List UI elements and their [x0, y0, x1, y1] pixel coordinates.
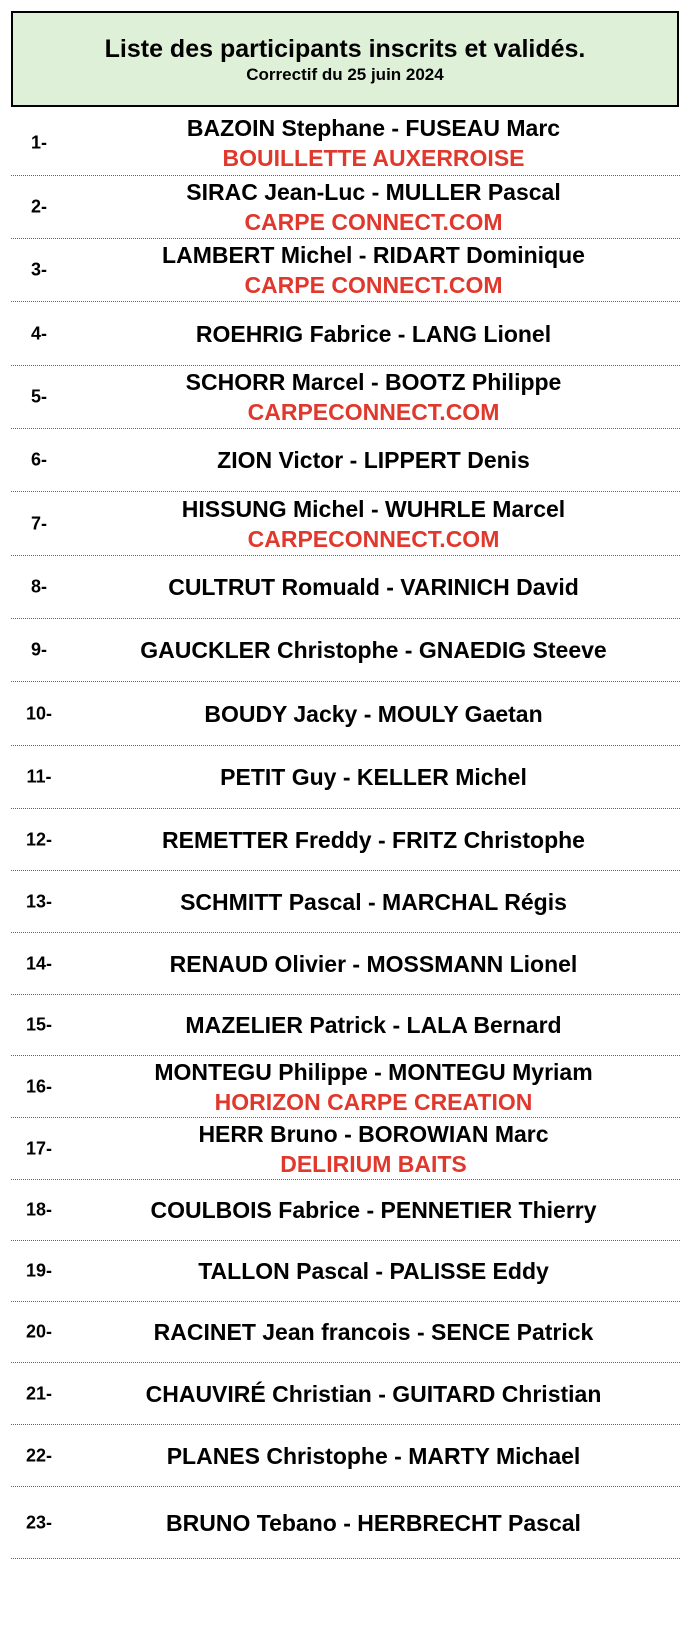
- participant-content: [67, 177, 680, 237]
- list-item: [11, 302, 680, 366]
- participant-number: 16-: [25, 1076, 52, 1096]
- participant-content: [67, 1195, 680, 1225]
- participant-names: BRUNO Tebano - HERBRECHT Pascal: [166, 1509, 581, 1536]
- participant-number: 14-: [25, 953, 52, 973]
- participant-content: [67, 825, 680, 855]
- participant-number: 11-: [26, 766, 52, 787]
- list-item: [11, 1363, 680, 1425]
- list-item: [11, 1302, 680, 1363]
- participant-content: [67, 1256, 680, 1286]
- participant-names: ROEHRIG Fabrice - LANG Lionel: [195, 320, 552, 347]
- participant-content: [67, 445, 680, 475]
- participant-names: PLANES Christophe - MARTY Michael: [166, 1442, 581, 1469]
- participant-content: [67, 1317, 680, 1347]
- participant-number: 6-: [30, 449, 47, 470]
- participant-content: [67, 113, 680, 173]
- participant-sponsor: DELIRIUM BAITS: [280, 1150, 467, 1177]
- participant-names: SIRAC Jean-Luc - MULLER Pascal: [186, 179, 561, 205]
- list-item: [11, 110, 680, 176]
- participant-names: COULBOIS Fabrice - PENNETIER Thierry: [150, 1197, 597, 1223]
- list-item: [11, 366, 680, 429]
- participant-content: [67, 494, 680, 554]
- list-item: [11, 1056, 680, 1118]
- participant-sponsor: CARPECONNECT.COM: [247, 399, 500, 425]
- list-item: [11, 1425, 680, 1487]
- participant-names: LAMBERT Michel - RIDART Dominique: [162, 242, 585, 268]
- header-box: [11, 11, 679, 107]
- list-item: [11, 1180, 680, 1241]
- participant-number: 8-: [30, 576, 47, 597]
- participant-content: [67, 1119, 680, 1179]
- participant-list: [11, 110, 680, 1559]
- participant-content: [67, 319, 680, 349]
- participant-names: ZION Victor - LIPPERT Denis: [217, 447, 530, 473]
- participant-names: CHAUVIRÉ Christian - GUITARD Christian: [145, 1380, 602, 1407]
- list-item: [11, 429, 680, 492]
- participant-names: SCHMITT Pascal - MARCHAL Régis: [180, 888, 567, 915]
- participant-content: [67, 762, 680, 792]
- participant-content: [67, 1057, 680, 1117]
- participant-sponsor: CARPE CONNECT.COM: [244, 209, 503, 235]
- participant-number: 5-: [30, 386, 47, 407]
- participant-number: 3-: [30, 259, 47, 280]
- participant-names: PETIT Guy - KELLER Michel: [220, 764, 527, 790]
- participant-content: [67, 1441, 680, 1471]
- participant-number: 13-: [25, 891, 52, 911]
- participant-content: [67, 367, 680, 427]
- participant-content: [67, 240, 680, 300]
- participant-content: [67, 635, 680, 665]
- participant-sponsor: CARPE CONNECT.COM: [244, 272, 503, 298]
- participant-names: HERR Bruno - BOROWIAN Marc: [198, 1120, 549, 1147]
- participant-content: [67, 887, 680, 917]
- participant-number: 10-: [25, 703, 52, 723]
- participant-names: GAUCKLER Christophe - GNAEDIG Steeve: [140, 637, 607, 663]
- participant-number: 2-: [30, 196, 47, 217]
- participant-content: [67, 1010, 680, 1040]
- list-item: [11, 619, 680, 682]
- list-item: [11, 1241, 680, 1302]
- participant-names: REMETTER Freddy - FRITZ Christophe: [162, 826, 585, 853]
- participant-number: 22-: [25, 1445, 52, 1465]
- list-item: [11, 746, 680, 809]
- participant-number: 12-: [25, 829, 52, 849]
- participant-content: [67, 699, 680, 729]
- participant-names: RENAUD Olivier - MOSSMANN Lionel: [169, 950, 578, 977]
- participant-content: [67, 1508, 680, 1538]
- list-item: [11, 933, 680, 995]
- participant-content: [67, 572, 680, 602]
- participant-sponsor: CARPECONNECT.COM: [247, 525, 500, 552]
- participant-names: CULTRUT Romuald - VARINICH David: [168, 574, 579, 600]
- participant-names: MAZELIER Patrick - LALA Bernard: [185, 1012, 562, 1038]
- participant-sponsor: BOUILLETTE AUXERROISE: [222, 144, 525, 171]
- participant-number: 23-: [25, 1512, 52, 1532]
- participant-content: [67, 1379, 680, 1409]
- participant-names: SCHORR Marcel - BOOTZ Philippe: [185, 369, 562, 395]
- list-item: [11, 556, 680, 619]
- participant-number: 19-: [25, 1260, 52, 1281]
- participant-number: 4-: [30, 323, 47, 343]
- list-item: [11, 682, 680, 746]
- participant-number: 18-: [25, 1199, 52, 1220]
- list-item: [11, 871, 680, 933]
- participant-names: MONTEGU Philippe - MONTEGU Myriam: [154, 1058, 593, 1085]
- list-item: [11, 1487, 680, 1559]
- participant-number: 1-: [30, 132, 47, 152]
- participant-names: BAZOIN Stephane - FUSEAU Marc: [186, 114, 561, 141]
- participant-content: [67, 949, 680, 979]
- participant-number: 9-: [30, 639, 47, 660]
- page-subtitle: Correctif du 25 juin 2024: [246, 65, 444, 84]
- list-item: [11, 492, 680, 556]
- participant-names: HISSUNG Michel - WUHRLE Marcel: [181, 495, 566, 522]
- participant-names: TALLON Pascal - PALISSE Eddy: [198, 1258, 549, 1284]
- list-item: [11, 809, 680, 871]
- participant-names: RACINET Jean francois - SENCE Patrick: [153, 1319, 594, 1345]
- list-item: [11, 995, 680, 1056]
- participant-number: 15-: [25, 1014, 52, 1035]
- list-item: [11, 1118, 680, 1180]
- page-title: Liste des participants inscrits et validés.: [104, 35, 586, 63]
- participant-number: 20-: [25, 1321, 52, 1342]
- list-item: [11, 176, 680, 239]
- participant-names: BOUDY Jacky - MOULY Gaetan: [204, 700, 543, 727]
- participant-sponsor: HORIZON CARPE CREATION: [214, 1088, 533, 1115]
- list-item: [11, 239, 680, 302]
- participant-number: 21-: [25, 1383, 52, 1403]
- participant-number: 7-: [30, 513, 47, 533]
- participant-number: 17-: [25, 1138, 52, 1158]
